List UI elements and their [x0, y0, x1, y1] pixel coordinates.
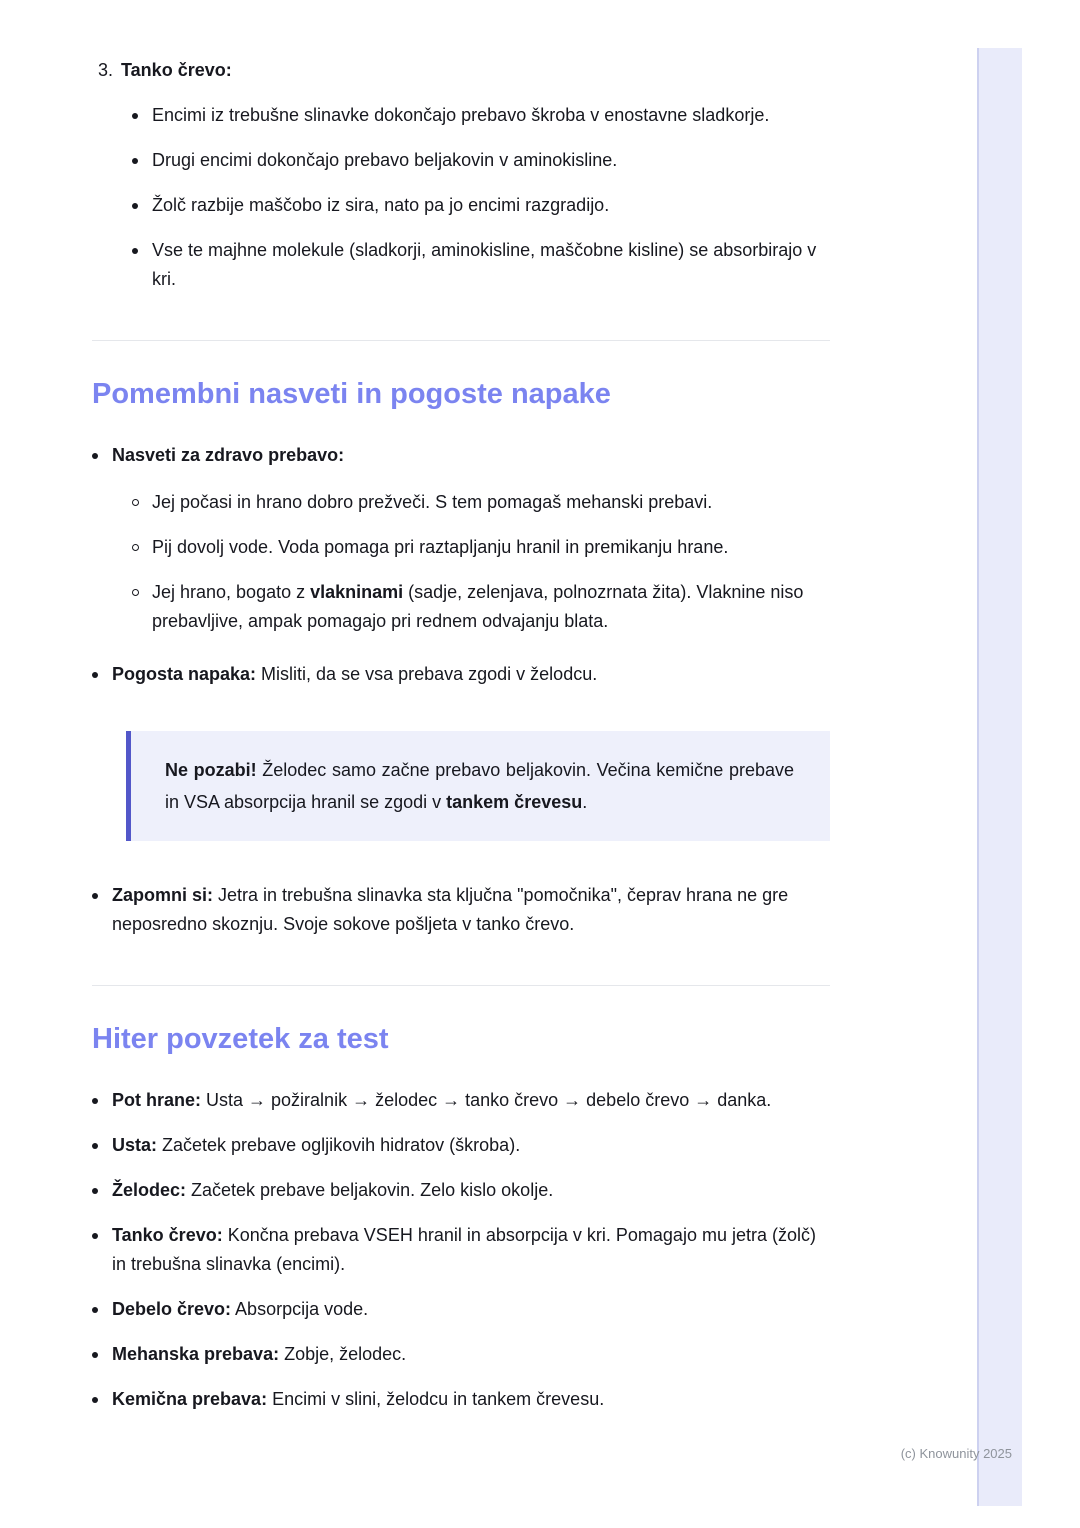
bullet-icon [132, 203, 138, 209]
list-item [92, 1295, 830, 1324]
list-item [132, 146, 830, 175]
list-item-text: Encimi iz trebušne slinavke dokončajo prebavo škroba v enostavne sladkorje. [152, 105, 770, 125]
list-item-text [112, 1340, 830, 1369]
list-item [92, 441, 830, 470]
list-item [132, 191, 830, 220]
bullet-icon [92, 1098, 98, 1104]
bullet-icon [132, 158, 138, 164]
list-item-text [112, 1086, 830, 1115]
list-item [132, 236, 830, 294]
list-item [92, 1340, 830, 1369]
text-segment: (sadje, zelenjava, polnozrnata žita). Vlaknine niso prebavljive, ampak pomagajo pri rednem odvajanju blata. [152, 582, 804, 631]
bullet-icon [92, 1188, 98, 1194]
text-segment: Absorpcija vode. [231, 1299, 369, 1319]
text-segment: Končna prebava VSEH hranil in absorpcija v kri. Pomagajo mu jetra (žolč) in trebušna slinavka (encimi). [112, 1225, 816, 1274]
list-item [92, 1385, 830, 1414]
bullet-icon [92, 672, 98, 678]
bullet-icon [92, 1352, 98, 1358]
list-item-text [112, 1385, 830, 1414]
list-item-label: Kemična prebava: [112, 1389, 268, 1409]
list-item-label: Pot hrane: [112, 1090, 202, 1110]
text-segment: Jej hrano, bogato z [152, 582, 311, 602]
text-segment: Usta → požiralnik → želodec → tanko črevo → debelo črevo → danka. [201, 1090, 772, 1110]
list-item-text [152, 578, 830, 636]
list-item-label: Mehanska prebava: [112, 1344, 280, 1364]
list-item-label: Usta: [112, 1135, 158, 1155]
section-heading-summary: Hiter povzetek za test [92, 1023, 389, 1055]
callout-lead-bold: Ne pozabi! [165, 760, 257, 780]
list-item-text: Jej počasi in hrano dobro prežveči. S tem pomagaš mehanski prebavi. [152, 492, 713, 512]
text-segment: Misliti, da se vsa prebava zgodi v želodcu. [256, 664, 598, 684]
bullet-icon [92, 893, 98, 899]
text-segment: Encimi v slini, želodcu in tankem črevesu. [267, 1389, 605, 1409]
page-side-strip [977, 48, 1022, 1506]
text-segment: Začetek prebave ogljikovih hidratov (škroba). [157, 1135, 521, 1155]
section-divider [92, 985, 830, 986]
numbered-item-tanko-crevo [92, 56, 830, 85]
list-item [132, 488, 830, 517]
list-item-text: Pij dovolj vode. Voda pomaga pri raztapljanju hranil in premikanju hrane. [152, 537, 729, 557]
bullet-circle-icon [132, 499, 139, 506]
list-item-label: Zapomni si: [112, 885, 214, 905]
callout-note [126, 731, 830, 841]
bullet-icon [132, 113, 138, 119]
list-item-label: Debelo črevo: [112, 1299, 232, 1319]
bullet-icon [92, 1233, 98, 1239]
list-item-text: Drugi encimi dokončajo prebavo beljakovin v aminokisline. [152, 150, 618, 170]
text-segment: . [582, 792, 588, 812]
text-segment-bold: vlakninami [310, 582, 404, 602]
list-item-label: Želodec: [112, 1180, 187, 1200]
section-heading-tips: Pomembni nasveti in pogoste napake [92, 378, 611, 410]
list-item-label: Pogosta napaka: [112, 664, 257, 684]
list-item-text [112, 1131, 830, 1160]
text-segment: Zobje, želodec. [279, 1344, 407, 1364]
list-item [92, 1131, 830, 1160]
list-item [92, 1176, 830, 1205]
bullet-icon [92, 1143, 98, 1149]
list-item-text: Vse te majhne molekule (sladkorji, aminokisline, maščobne kisline) se absorbirajo v kri. [152, 240, 817, 289]
list-item [92, 881, 830, 939]
list-number: 3. [98, 60, 114, 80]
list-item [92, 1086, 830, 1115]
callout-text [165, 754, 794, 818]
list-item-text [112, 660, 830, 689]
text-segment: Jetra in trebušna slinavka sta ključna "pomočnika", čeprav hrana ne gre neposredno skoznju. Svoje sokove pošljeta v tanko črevo. [112, 885, 789, 934]
list-item [132, 101, 830, 130]
numbered-item-title: Tanko črevo: [121, 60, 232, 80]
list-item-text [112, 1295, 830, 1324]
bullet-icon [92, 1307, 98, 1313]
list-item [132, 578, 830, 636]
list-item-label: Nasveti za zdravo prebavo: [112, 445, 345, 465]
list-item-text [112, 1176, 830, 1205]
document-page [92, 56, 830, 1430]
text-segment: Želodec samo začne prebavo beljakovin. Večina kemične prebave in VSA absorpcija hranil se zgodi v [165, 760, 794, 812]
bullet-icon [92, 1397, 98, 1403]
footer-copyright: (c) Knowunity 2025 [900, 1446, 1012, 1461]
callout-end-bold: tankem črevesu [446, 792, 583, 812]
bullet-circle-icon [132, 544, 139, 551]
list-item [92, 660, 830, 689]
list-item-label: Tanko črevo: [112, 1225, 223, 1245]
list-item-text [112, 881, 830, 939]
list-item [92, 1221, 830, 1279]
list-item-text: Žolč razbije maščobo iz sira, nato pa jo encimi razgradijo. [152, 195, 610, 215]
bullet-circle-icon [132, 589, 139, 596]
list-item-text [112, 1221, 830, 1279]
bullet-icon [92, 453, 98, 459]
section-divider [92, 340, 830, 341]
bullet-icon [132, 248, 138, 254]
list-item [132, 533, 830, 562]
text-segment: Začetek prebave beljakovin. Zelo kislo okolje. [186, 1180, 554, 1200]
